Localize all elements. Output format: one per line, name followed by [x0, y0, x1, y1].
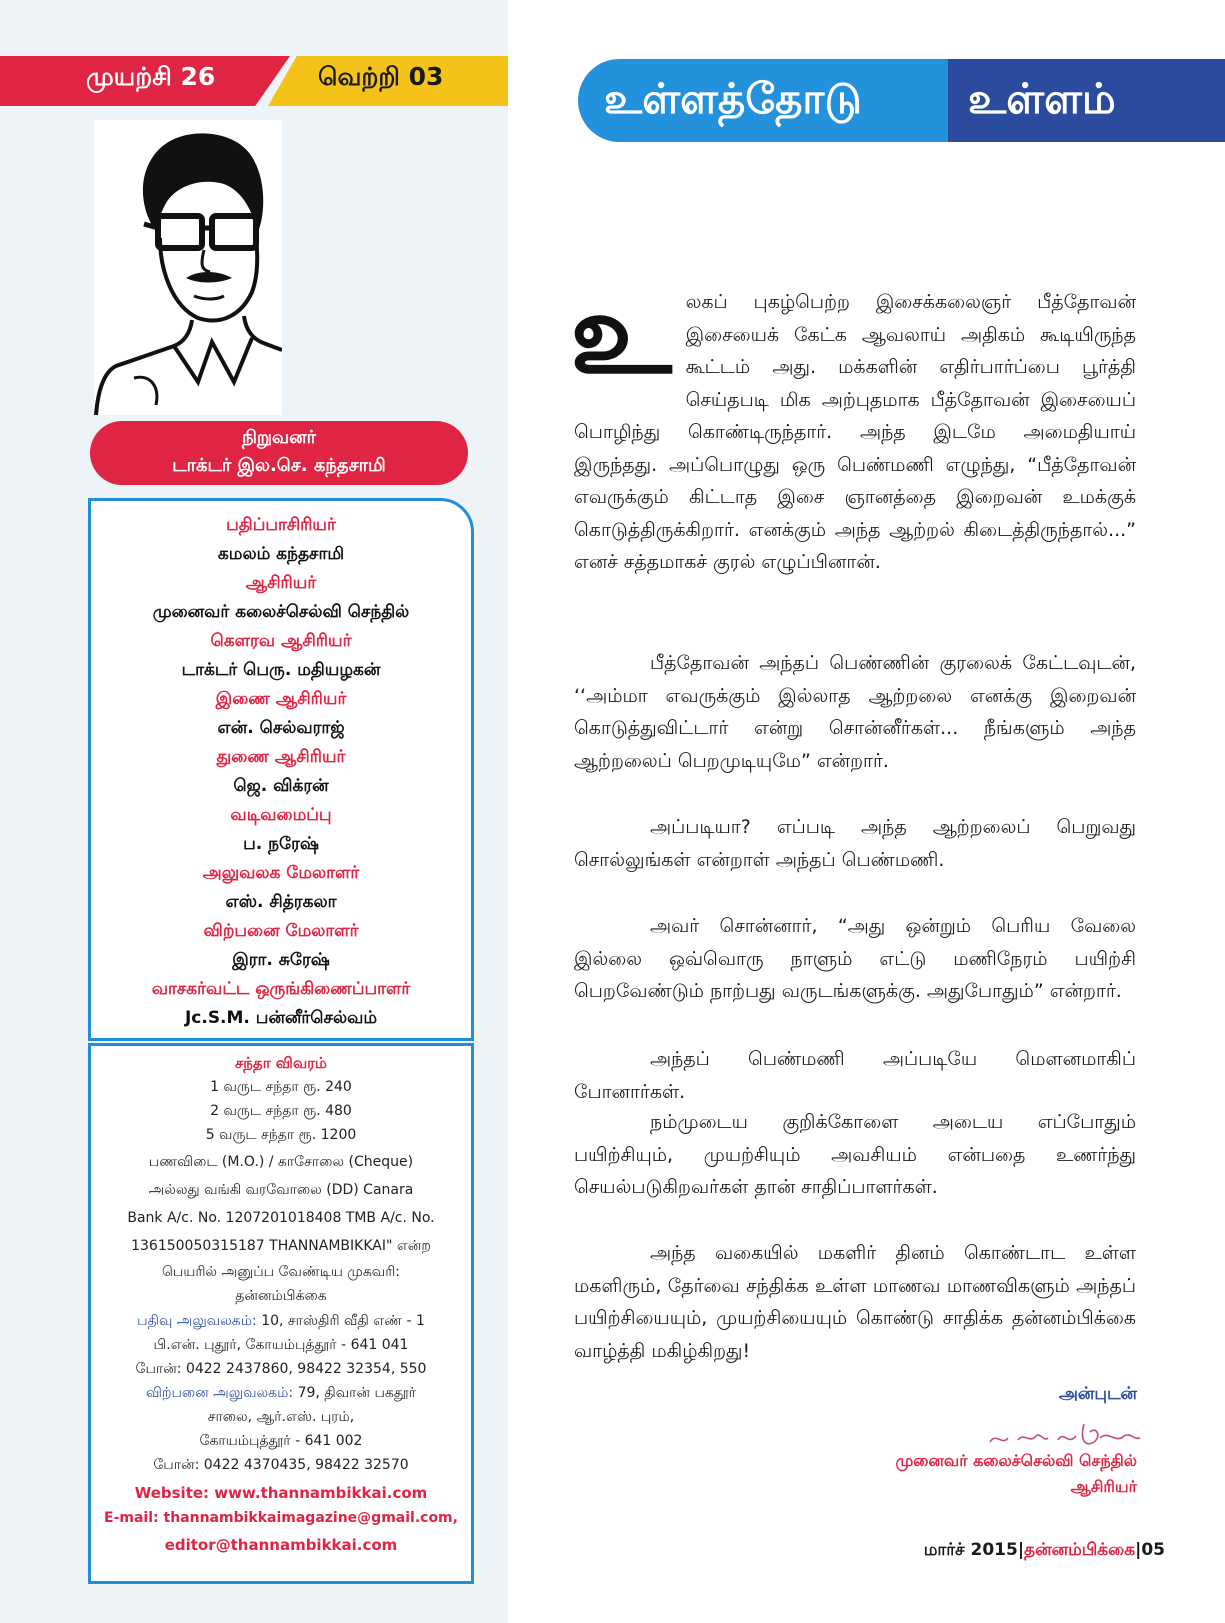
- staff-name: Jc.S.M. பன்னீர்செல்வம்: [184, 1008, 378, 1028]
- subscription-rate: 1 வருட சந்தா ரூ. 240: [210, 1079, 352, 1095]
- payment-line: 136150050315187 THANNAMBIKKAI" என்ற: [131, 1238, 431, 1254]
- email-link[interactable]: editor@thannambikkai.com: [164, 1536, 398, 1554]
- page-title-right: உள்ளம்: [968, 74, 1116, 123]
- magazine-name: தன்னம்பிக்கை: [1024, 1540, 1136, 1560]
- staff-role: வாசகர்வட்ட ஒருங்கிணைப்பாளர்: [151, 979, 411, 999]
- staff-box: [88, 498, 474, 1041]
- closing-text: அன்புடன்: [1058, 1384, 1137, 1404]
- founder-portrait: [94, 120, 282, 415]
- payment-line: பணவிடை (M.O.) / காசோலை (Cheque): [148, 1154, 414, 1170]
- issue-date: மார்ச் 2015: [923, 1540, 1018, 1560]
- registered-office: [91, 1313, 471, 1331]
- article-paragraph-text: பீத்தோவன் அந்தப் பெண்ணின் குரலைக் கேட்டவுடன், ‘‘அம்மா எவருக்கும் இல்லாத ஆற்றலை எனக்கு இறைவன் கொடுத்துவிட்டார் என்று சொன்னீர்கள்... நீங்களும் அந்த ஆற்றலைப் பெறமுடியுமே” என்றார்.: [574, 652, 1136, 772]
- staff-role: விற்பனை மேலாளர்: [203, 921, 359, 941]
- staff-name: கமலம் கந்தசாமி: [217, 544, 345, 564]
- founder-role: நிறுவனர்: [241, 427, 317, 448]
- subscription-box: [88, 1043, 474, 1584]
- ribbon-left-text: முயற்சி 26: [86, 62, 216, 91]
- article-paragraph: [574, 811, 1136, 876]
- subscription-rate: 5 வருட சந்தா ரூ. 1200: [205, 1127, 357, 1143]
- staff-role: கௌரவ ஆசிரியர்: [210, 631, 352, 651]
- founder-name: டாக்டர் இல.செ. கந்தசாமி: [172, 455, 386, 476]
- staff-role: வடிவமைப்பு: [230, 805, 332, 825]
- staff-name: ப. நரேஷ்: [243, 834, 319, 854]
- staff-role: பதிப்பாசிரியர்: [226, 515, 336, 535]
- drop-cap: உ: [570, 269, 672, 399]
- registered-office-line: பி.என். புதூர், கோயம்புத்தூர் - 641 041: [153, 1337, 409, 1353]
- email-link[interactable]: E-mail: thannambikkaimagazine@gmail.com,: [104, 1510, 458, 1526]
- sales-office-line: சாலை, ஆர்.எஸ். புரம்,: [207, 1409, 355, 1425]
- staff-name: இரா. சுரேஷ்: [232, 950, 330, 970]
- signer-role: ஆசிரியர்: [1070, 1477, 1137, 1496]
- article-paragraph: [570, 269, 1136, 579]
- article-paragraph-text: அவர் சொன்னார், “அது ஒன்றும் பெரிய வேலை இல்லை ஒவ்வொரு நாளும் எட்டு மணிநேரம் பயிற்சி பெறவேண்டும் நாற்பது வருடங்களுக்கு. அதுபோதும்” என்றார்.: [574, 915, 1136, 1002]
- article-paragraph-text: நம்முடைய குறிக்கோளை அடைய எப்போதும் பயிற்சியும், முயற்சியும் அவசியம் என்பதை உணர்ந்து செயல்படுகிறவர்கள் தான் சாதிப்பாளர்கள்.: [574, 1111, 1136, 1198]
- subscription-rate: 2 வருட சந்தா ரூ. 480: [210, 1103, 352, 1119]
- staff-name: எஸ். சித்ரகலா: [225, 892, 337, 912]
- article-paragraph: [574, 647, 1136, 777]
- sales-office-address: 79, திவான் பகதூர்: [297, 1385, 416, 1401]
- sales-office-line: கோயம்புத்தூர் - 641 002: [199, 1433, 363, 1449]
- ribbon-right-text: வெற்றி 03: [318, 62, 444, 91]
- page-footer: மார்ச் 2015|தன்னம்பிக்கை|05: [923, 1540, 1165, 1560]
- registered-office-label: பதிவு அலுவலகம்:: [137, 1313, 257, 1329]
- registered-office-address: 10, சாஸ்திரி வீதி எண் - 1: [261, 1313, 425, 1329]
- page-title-left: உள்ளத்தோடு: [604, 74, 862, 123]
- staff-role: ஆசிரியர்: [245, 573, 317, 593]
- sales-office-label: விற்பனை அலுவலகம்:: [146, 1385, 294, 1401]
- subscription-title: சந்தா விவரம்: [235, 1054, 327, 1072]
- payment-line: Bank A/c. No. 1207201018408 TMB A/c. No.: [127, 1210, 435, 1226]
- article-paragraph: [574, 910, 1136, 1008]
- staff-name: ஜெ. விக்ரன்: [233, 776, 329, 796]
- payment-line: பெயரில் அனுப்ப வேண்டிய முகவரி:: [162, 1264, 400, 1280]
- signer-name: முனைவர் கலைச்செல்வி செந்தில்: [895, 1451, 1137, 1470]
- article-paragraph: [574, 1043, 1136, 1108]
- sales-office-phone: போன்: 0422 4370435, 98422 32570: [153, 1457, 409, 1473]
- article-paragraph-text: அந்தப் பெண்மணி அப்படியே மௌனமாகிப் போனார்கள்.: [574, 1048, 1136, 1103]
- staff-name: டாக்டர் பெரு. மதியழகன்: [181, 660, 381, 680]
- staff-name: முனைவர் கலைச்செல்வி செந்தில்: [152, 602, 410, 622]
- founder-label: [90, 421, 468, 485]
- signature-image: [984, 1418, 1144, 1454]
- staff-role: அலுவலக மேலாளர்: [202, 863, 360, 883]
- website-link[interactable]: Website: www.thannambikkai.com: [134, 1484, 428, 1502]
- article-paragraph: [574, 1106, 1136, 1204]
- page-number: 05: [1141, 1540, 1165, 1560]
- article-paragraph-text: அப்படியா? எப்படி அந்த ஆற்றலைப் பெறுவது சொல்லுங்கள் என்றாள் அந்தப் பெண்மணி.: [574, 816, 1136, 871]
- article-paragraph-text: அந்த வகையில் மகளிர் தினம் கொண்டாட உள்ள மகளிரும், தேர்வை சந்திக்க உள்ள மாணவ மாணவிகளும் அந்தப் பயிற்சியையும், முயற்சியையும் கொண்டு சாதிக்க தன்னம்பிக்கை வாழ்த்தி மகிழ்கிறது!: [574, 1242, 1136, 1362]
- staff-role: இணை ஆசிரியர்: [215, 689, 347, 709]
- article-paragraph: [574, 1237, 1136, 1367]
- staff-role: துணை ஆசிரியர்: [216, 747, 346, 767]
- article-paragraph-text: லகப் புகழ்பெற்ற இசைக்கலைஞர் பீத்தோவன் இசையைக் கேட்க ஆவலாய் அதிகம் கூடியிருந்த கூட்டம் அது. மக்களின் எதிர்பார்ப்பை பூர்த்தி செய்தபடி மிக அற்புதமாக பீத்தோவன் இசையைப் பொழிந்து கொண்டிருந்தார். அந்த இடமே அமைதியாய் இருந்தது. அப்பொழுது ஒரு பெண்மணி எழுந்து, “பீத்தோவன் எவருக்கும் கிட்டாத இசை ஞானத்தை இறைவன் உமக்குக் கொடுத்திருக்கிறார். எனக்கும் அந்த ஆற்றல் கிடைத்திருந்தால்...” எனச் சத்தமாகச் குரல் எழுப்பினான்.: [574, 291, 1136, 573]
- payment-line: அல்லது வங்கி வரவோலை (DD) Canara: [148, 1182, 414, 1198]
- sales-office: [91, 1385, 471, 1403]
- registered-office-phone: போன்: 0422 2437860, 98422 32354, 550: [135, 1361, 427, 1377]
- staff-name: என். செல்வராஜ்: [217, 718, 345, 738]
- payment-line: தன்னம்பிக்கை: [235, 1288, 327, 1304]
